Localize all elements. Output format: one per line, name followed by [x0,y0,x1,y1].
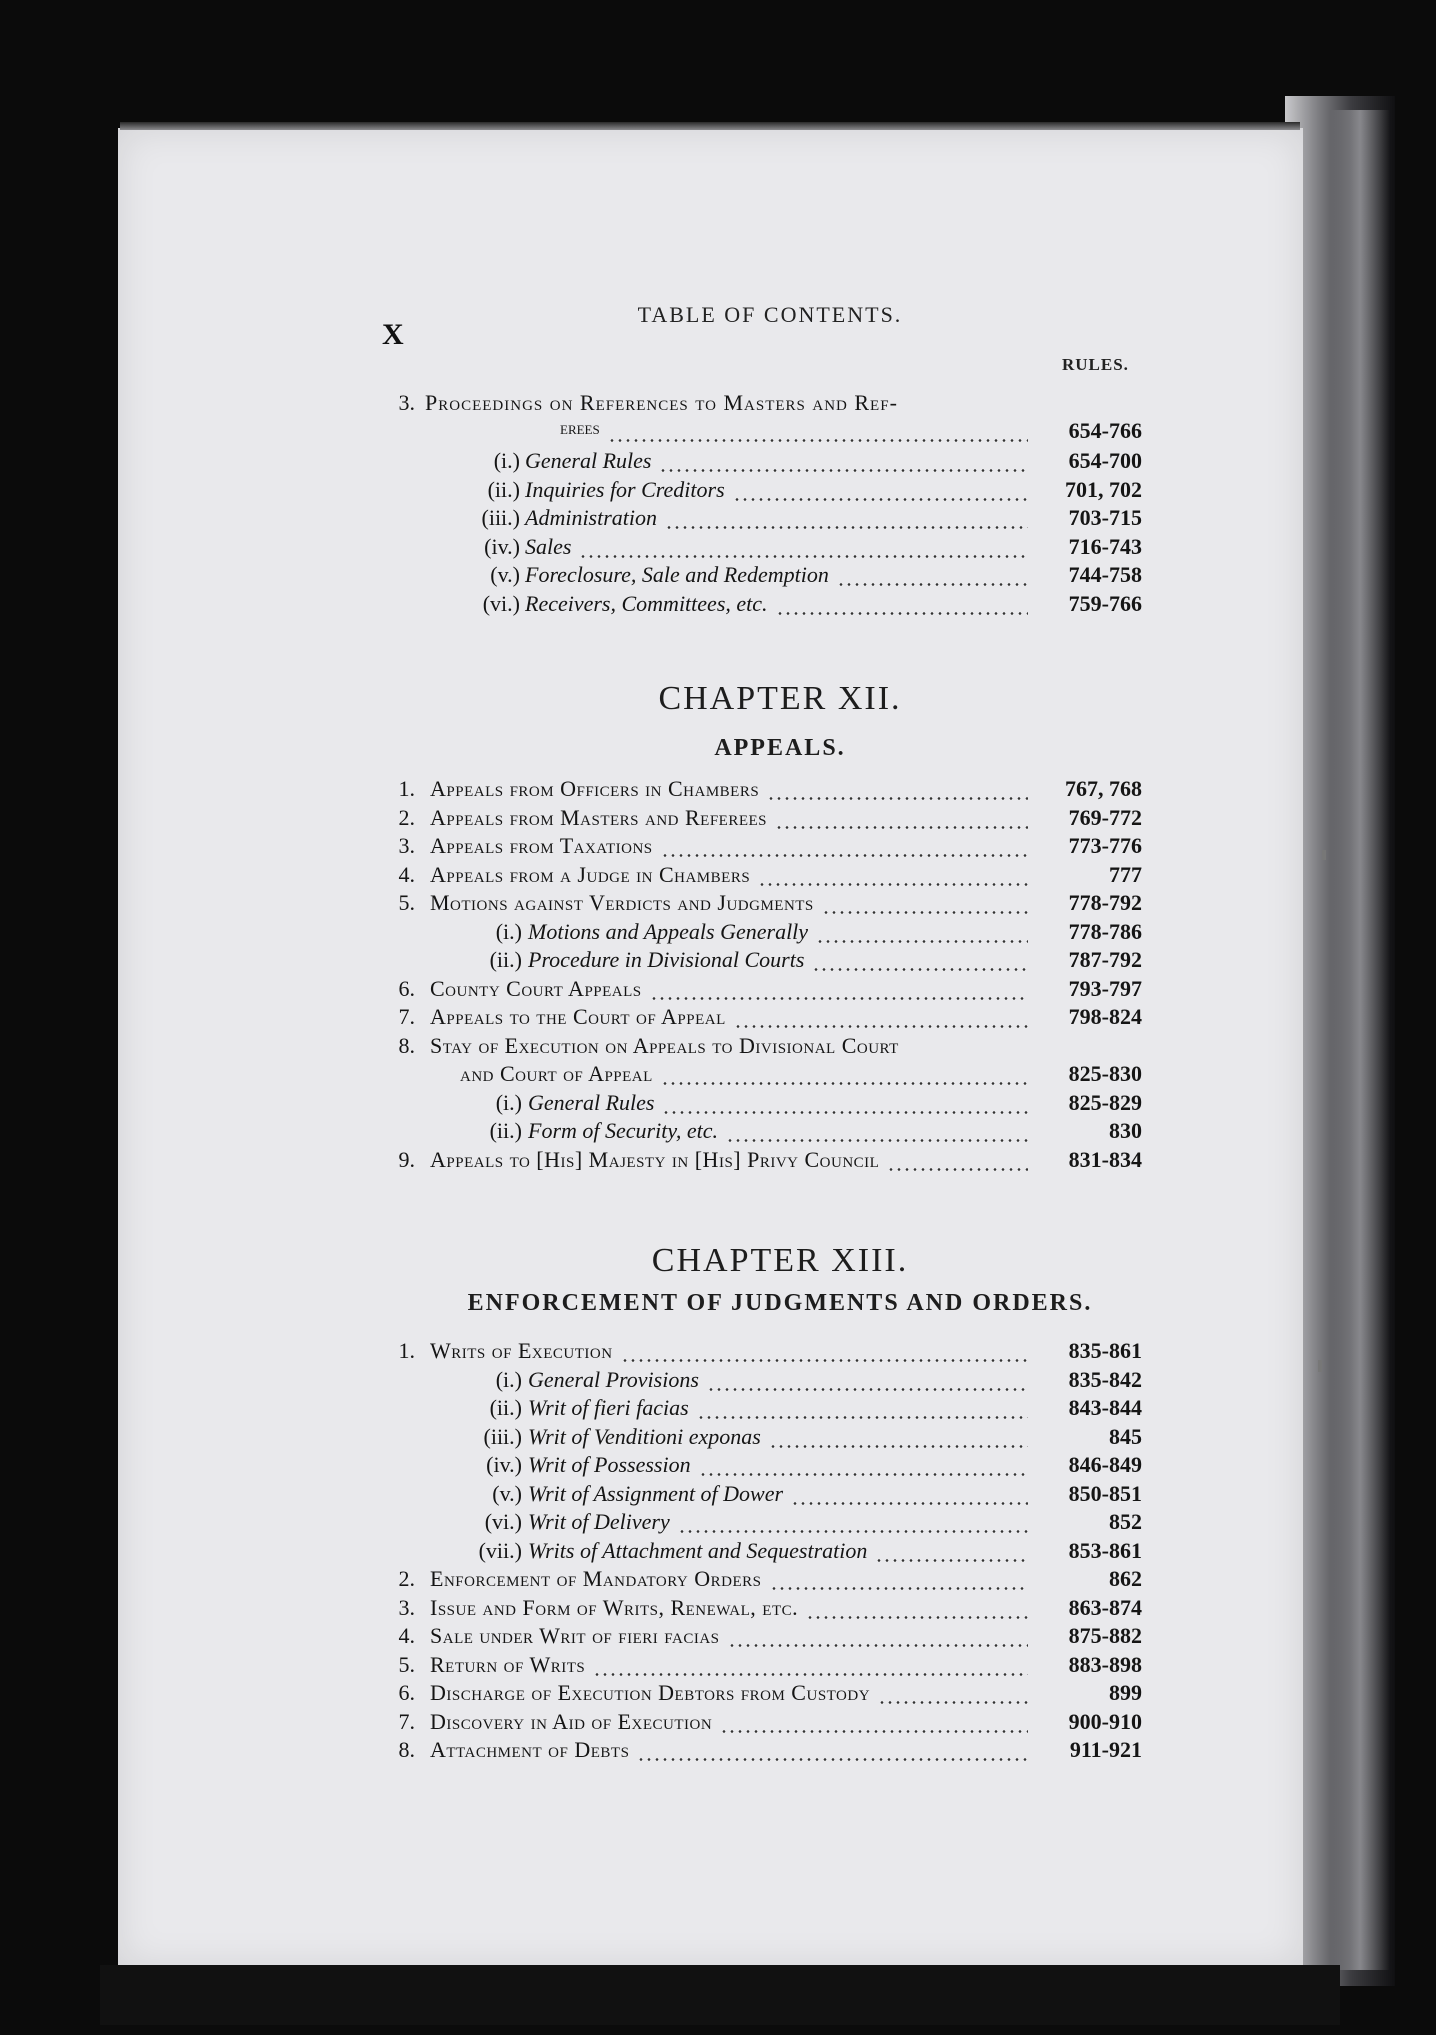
entry-title: Appeals from a Judge in Chambers [430,861,751,887]
entry-pages: 778-786 [1068,918,1142,944]
entry-pages: 835-842 [1068,1366,1142,1392]
entry-title: Discharge of Execution Debtors from Custody [430,1680,871,1705]
entry-number: 3. [398,833,415,858]
entry-pages: 767, 768 [1065,776,1142,801]
dot-leader [637,1758,1028,1761]
chapter-xii-heading: CHAPTER XII. [658,680,902,717]
dot-leader [579,555,1028,558]
entry-title: Writ of Assignment of Dower [528,1480,784,1506]
entry-pages: 911-921 [1069,1737,1142,1762]
entry-number: 2. [398,1566,415,1591]
dot-leader [776,612,1028,615]
entry-pages: 883-898 [1068,1651,1142,1677]
dot-leader [621,1359,1028,1362]
dot-leader [769,1445,1028,1448]
entry-pages: 825-830 [1068,1061,1142,1086]
entry-number: (ii.) [489,1118,522,1143]
entry-number: (v.) [490,562,520,587]
entry-number: 8. [398,1737,415,1762]
entry-title: Writ of Delivery [528,1509,670,1534]
entry-pages: 701, 702 [1065,476,1142,502]
entry-title: Appeals to [His] Majesty in [His] Privy Council [430,1146,880,1172]
entry-pages: 825-829 [1068,1089,1142,1115]
entry-pages: 716-743 [1068,533,1142,559]
entry-title: Appeals from Officers in Chambers [430,776,760,801]
entry-number: 7. [398,1004,415,1029]
entry-number: 3. [398,390,415,415]
entry-title: Inquiries for Creditors [525,476,725,502]
chapter-xii-subheading: APPEALS. [714,735,846,761]
dot-leader [659,469,1028,472]
entry-title: Administration [525,505,658,530]
entry-number: (vi.) [484,1509,522,1534]
dot-leader [707,1388,1028,1391]
entry-title: Proceedings on References to Masters and Ref- [425,390,898,415]
dot-leader [661,1082,1028,1085]
top-page-edge [120,122,1300,130]
entry-pages: 777 [1109,861,1142,887]
bottom-scan-band [100,1965,1340,2025]
entry-pages: 798-824 [1068,1004,1142,1029]
dot-leader [661,854,1028,857]
entry-number: (i.) [495,1366,522,1392]
entry-title: Procedure in Divisional Courts [528,947,805,972]
entry-title: Appeals from Taxations [430,833,653,858]
dot-leader [699,1473,1028,1476]
entry-number: (vi.) [482,590,520,616]
entry-title: General Rules [528,1089,655,1115]
dot-leader [822,911,1028,914]
entry-title: Motions against Verdicts and Judgments [430,890,814,915]
entry-title: Sales [525,533,572,559]
entry-number: (i.) [495,918,522,944]
entry-pages: 846-849 [1068,1452,1142,1477]
entry-pages: 787-792 [1068,947,1142,972]
scan-speck [1318,1360,1322,1372]
entry-number: 2. [398,804,415,830]
entry-pages: 843-844 [1068,1395,1142,1420]
dot-leader [608,439,1028,442]
entry-number: (ii.) [489,1395,522,1420]
entry-pages: 831-834 [1068,1146,1142,1172]
dot-leader [650,997,1028,1000]
dot-leader [733,498,1028,501]
entry-title: Discovery in Aid of Execution [430,1708,713,1734]
entry-title: and Court of Appeal [460,1061,653,1086]
dot-leader [887,1168,1028,1171]
entry-number: (iii.) [481,505,520,530]
entry-number: (iii.) [483,1423,522,1449]
entry-number: (iv.) [484,533,520,559]
dot-leader [678,1530,1028,1533]
entry-pages: 850-851 [1068,1480,1142,1506]
entry-title: Writ of Possession [528,1452,691,1477]
entry-pages: 845 [1109,1423,1142,1449]
entry-number: (v.) [492,1480,522,1506]
page-number: X [382,318,404,351]
dot-leader [697,1416,1028,1419]
entry-number: (i.) [493,448,520,473]
entry-number: (vii.) [478,1537,522,1563]
entry-title: County Court Appeals [430,975,642,1001]
dot-leader [816,940,1028,943]
entry-title: Attachment of Debts [430,1737,630,1762]
dot-leader [806,1616,1028,1619]
chapter-xiii-subheading: ENFORCEMENT OF JUDGMENTS AND ORDERS. [467,1290,1093,1316]
dot-leader [734,1025,1028,1028]
entry-title-continued: erees [560,418,600,438]
dot-leader [720,1730,1028,1733]
entry-title: Form of Security, etc. [528,1118,719,1143]
entry-title: Stay of Execution on Appeals to Divisional Court [430,1032,899,1058]
entry-pages: 654-766 [1068,418,1142,443]
dot-leader [758,883,1028,886]
entry-number: 7. [398,1708,415,1734]
entry-title: Enforcement of Mandatory Orders [430,1566,762,1591]
dot-leader [878,1701,1028,1704]
entry-title: Receivers, Committees, etc. [525,590,768,616]
entry-pages: 875-882 [1068,1623,1142,1648]
entry-pages: 862 [1109,1566,1142,1591]
entry-pages: 863-874 [1068,1594,1142,1620]
dot-leader [665,526,1028,529]
entry-number: (iv.) [486,1452,522,1477]
entry-pages: 899 [1109,1680,1142,1705]
entry-number: 5. [398,1651,415,1677]
entry-number: 3. [398,1594,415,1620]
entry-title: Sale under Writ of fieri facias [430,1623,720,1648]
entry-number: (ii.) [489,947,522,972]
entry-title: Writ of Venditioni exponas [528,1423,761,1449]
entry-pages: 778-792 [1068,890,1142,915]
entry-pages: 900-910 [1068,1708,1142,1734]
dot-leader [593,1673,1028,1676]
entry-number: 4. [398,861,415,887]
entry-title: General Rules [525,448,652,473]
entry-number: (i.) [495,1089,522,1115]
entry-number: 5. [398,890,415,915]
entry-number: 6. [398,975,415,1001]
entry-title: Issue and Form of Writs, Renewal, etc. [430,1594,799,1620]
entry-number: (ii.) [487,476,520,502]
entry-pages: 852 [1109,1509,1142,1534]
dot-leader [767,797,1028,800]
entry-number: 4. [398,1623,415,1648]
dot-leader [662,1111,1028,1114]
dot-leader [791,1502,1028,1505]
rules-column-label: RULES. [1062,355,1129,374]
entry-pages: 835-861 [1068,1338,1142,1363]
entry-pages: 759-766 [1068,590,1142,616]
entry-pages: 830 [1109,1118,1142,1143]
entry-title: Motions and Appeals Generally [528,918,809,944]
running-head: TABLE OF CONTENTS. [637,302,903,327]
chapter-xiii-heading: CHAPTER XIII. [651,1242,909,1279]
entry-title: General Provisions [528,1366,699,1392]
entry-title: Appeals to the Court of Appeal [430,1004,726,1029]
dot-leader [726,1139,1028,1142]
dot-leader [812,968,1028,971]
entry-title: Foreclosure, Sale and Redemption [525,562,829,587]
dot-leader [770,1587,1028,1590]
entry-number: 1. [398,776,415,801]
entry-title: Writ of fieri facias [528,1395,689,1420]
entry-title: Return of Writs [430,1651,586,1677]
entry-title: Appeals from Masters and Referees [430,804,768,830]
dot-leader [875,1559,1028,1562]
entry-pages: 793-797 [1068,975,1142,1001]
page-edge-highlight [1330,110,1390,1970]
entry-number: 6. [398,1680,415,1705]
entry-pages: 769-772 [1068,804,1142,830]
entry-pages: 853-861 [1068,1537,1142,1563]
entry-number: 8. [398,1032,415,1058]
entry-pages: 654-700 [1068,448,1142,473]
entry-number: 9. [398,1146,415,1172]
entry-title: Writs of Execution [430,1338,613,1363]
scan-speck [1322,850,1326,860]
entry-pages: 703-715 [1068,505,1142,530]
dot-leader [837,583,1028,586]
entry-number: 1. [398,1338,415,1363]
dot-leader [775,826,1028,829]
entry-pages: 773-776 [1068,833,1142,858]
dot-leader [728,1644,1028,1647]
entry-pages: 744-758 [1068,562,1142,587]
entry-title: Writs of Attachment and Sequestration [528,1537,868,1563]
